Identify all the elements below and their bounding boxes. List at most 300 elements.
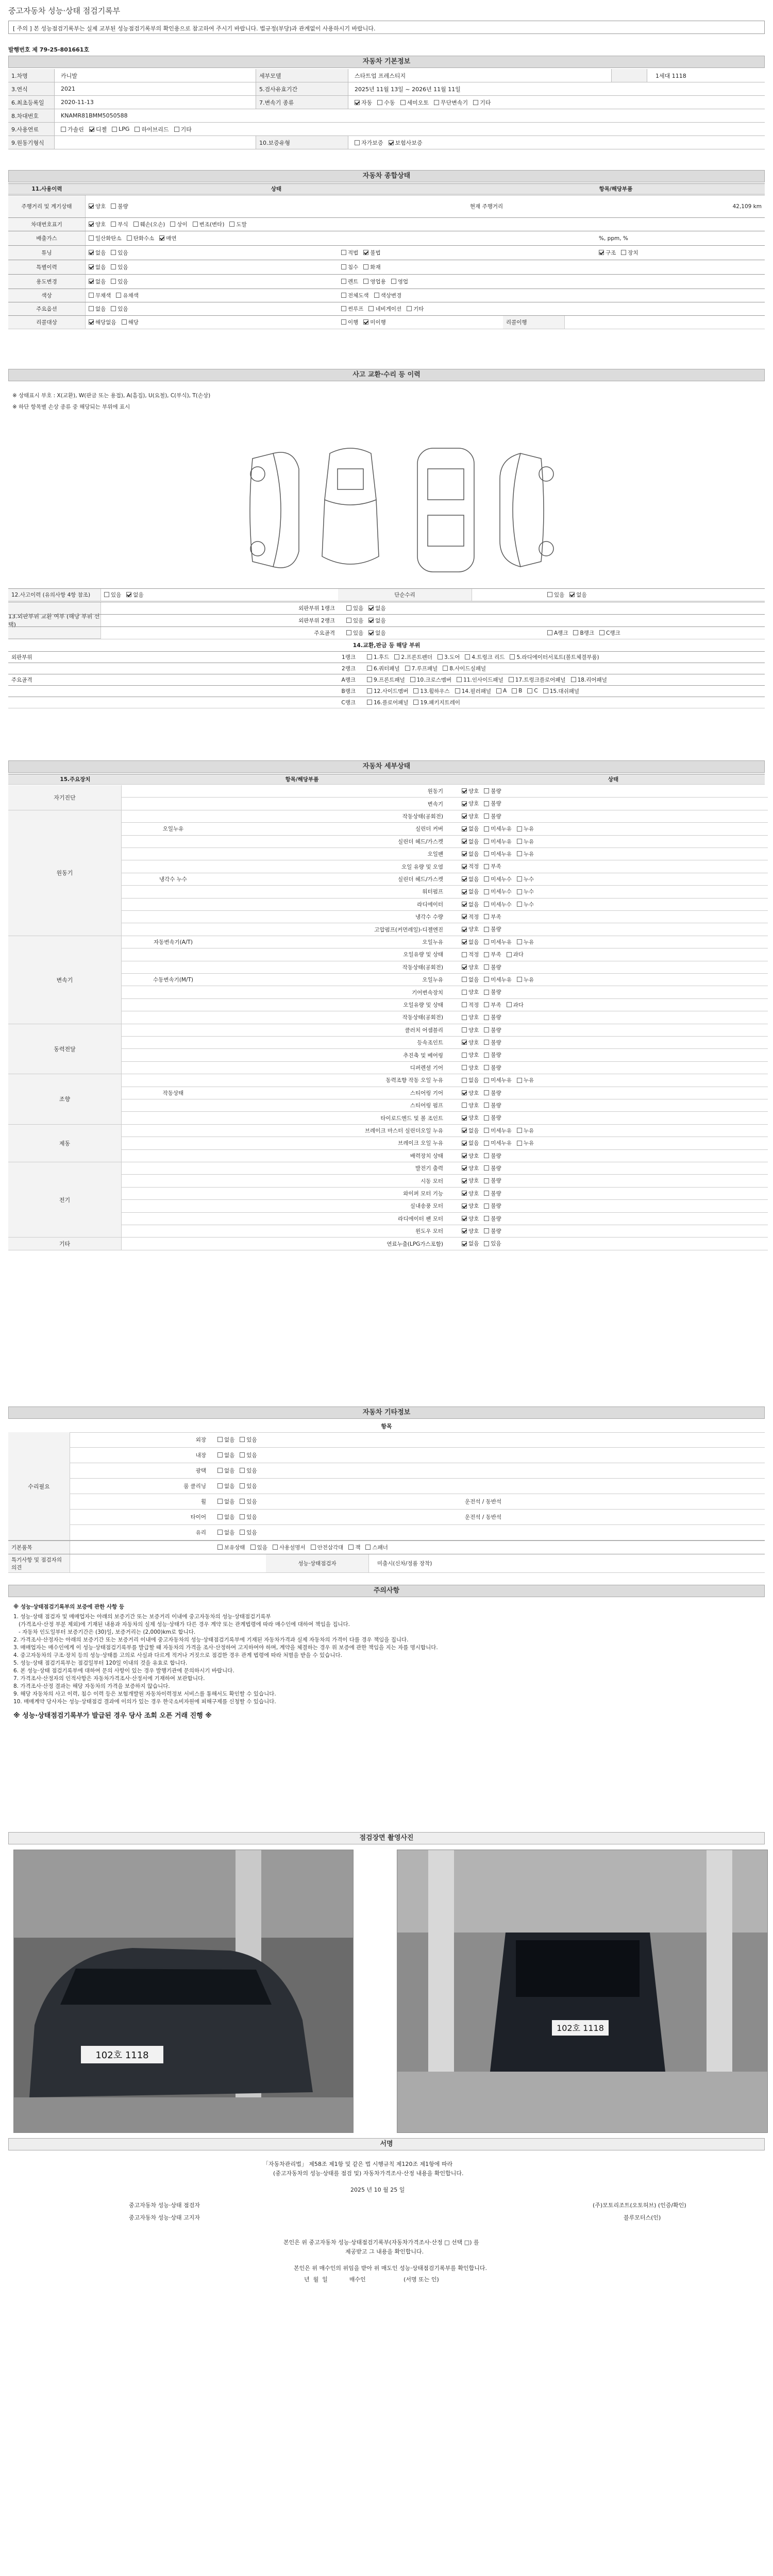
checkbox-option[interactable]: [462, 862, 479, 870]
checkbox-option[interactable]: [517, 875, 534, 883]
checkbox-option[interactable]: [484, 875, 512, 883]
checkbox-box[interactable]: [465, 654, 470, 659]
checkbox-box[interactable]: [355, 140, 360, 145]
checkbox-box[interactable]: [462, 1141, 467, 1146]
checkbox-option[interactable]: [159, 234, 176, 242]
checkbox-option[interactable]: [273, 1544, 306, 1551]
checkbox-option[interactable]: [517, 825, 534, 833]
checkbox-box[interactable]: [484, 851, 489, 856]
checkbox-option[interactable]: [462, 1076, 479, 1084]
checkbox-box[interactable]: [368, 630, 374, 635]
checkbox-option[interactable]: [341, 249, 358, 257]
checkbox-box[interactable]: [170, 222, 175, 227]
checkbox-box[interactable]: [462, 1015, 467, 1020]
checkbox-option[interactable]: [484, 1215, 501, 1223]
checkbox-option[interactable]: [407, 305, 424, 313]
checkbox-box[interactable]: [193, 222, 198, 227]
checkbox-option[interactable]: [517, 1139, 534, 1147]
checkbox-option[interactable]: [400, 98, 429, 107]
checkbox-box[interactable]: [273, 1545, 278, 1550]
checkbox-box[interactable]: [509, 677, 514, 682]
checkbox-option[interactable]: [484, 951, 501, 958]
checkbox-option[interactable]: [462, 1114, 479, 1122]
checkbox-box[interactable]: [457, 677, 462, 682]
checkbox-box[interactable]: [363, 319, 368, 325]
checkbox-box[interactable]: [484, 889, 489, 894]
checkbox-box[interactable]: [374, 293, 379, 298]
checkbox-box[interactable]: [484, 826, 489, 832]
checkbox-box[interactable]: [517, 826, 522, 832]
checkbox-option[interactable]: [599, 629, 620, 637]
checkbox-box[interactable]: [89, 250, 94, 255]
checkbox-box[interactable]: [126, 592, 131, 597]
checkbox-option[interactable]: [462, 988, 479, 996]
checkbox-box[interactable]: [104, 592, 109, 597]
checkbox-box[interactable]: [496, 688, 501, 693]
checkbox-option[interactable]: [462, 976, 479, 984]
checkbox-box[interactable]: [217, 1514, 223, 1519]
checkbox-box[interactable]: [111, 264, 116, 269]
checkbox-option[interactable]: [111, 263, 128, 271]
checkbox-box[interactable]: [484, 1204, 489, 1209]
checkbox-box[interactable]: [517, 939, 522, 944]
checkbox-option[interactable]: [89, 278, 106, 285]
checkbox-box[interactable]: [455, 688, 460, 693]
checkbox-option[interactable]: [507, 951, 524, 958]
checkbox-box[interactable]: [484, 1216, 489, 1221]
checkbox-box[interactable]: [363, 279, 368, 284]
checkbox-option[interactable]: [122, 318, 139, 326]
checkbox-box[interactable]: [484, 952, 489, 957]
checkbox-option[interactable]: [193, 221, 225, 228]
checkbox-box[interactable]: [240, 1468, 245, 1473]
checkbox-box[interactable]: [462, 964, 467, 970]
checkbox-option[interactable]: [462, 800, 479, 807]
checkbox-option[interactable]: [367, 676, 405, 684]
checkbox-option[interactable]: [599, 249, 616, 257]
checkbox-option[interactable]: [621, 249, 638, 257]
checkbox-box[interactable]: [484, 1065, 489, 1070]
checkbox-option[interactable]: [389, 139, 423, 147]
checkbox-option[interactable]: [413, 699, 460, 706]
checkbox-box[interactable]: [462, 788, 467, 793]
checkbox-option[interactable]: [455, 687, 491, 695]
checkbox-box[interactable]: [484, 1141, 489, 1146]
checkbox-option[interactable]: [413, 687, 449, 695]
checkbox-box[interactable]: [346, 630, 351, 635]
checkbox-option[interactable]: [484, 988, 501, 996]
checkbox-box[interactable]: [89, 279, 94, 284]
checkbox-option[interactable]: [462, 1240, 479, 1247]
checkbox-option[interactable]: [462, 938, 479, 946]
checkbox-box[interactable]: [547, 592, 552, 597]
checkbox-box[interactable]: [599, 630, 604, 635]
checkbox-box[interactable]: [543, 688, 548, 693]
checkbox-option[interactable]: [174, 125, 192, 133]
checkbox-option[interactable]: [217, 1513, 234, 1521]
checkbox-option[interactable]: [89, 305, 106, 313]
checkbox-box[interactable]: [363, 264, 368, 269]
checkbox-option[interactable]: [363, 263, 380, 271]
checkbox-option[interactable]: [240, 1467, 257, 1475]
checkbox-box[interactable]: [400, 100, 406, 105]
checkbox-box[interactable]: [462, 914, 467, 919]
checkbox-option[interactable]: [346, 617, 363, 624]
checkbox-option[interactable]: [111, 202, 128, 210]
checkbox-option[interactable]: [89, 318, 116, 326]
checkbox-option[interactable]: [462, 1026, 479, 1034]
checkbox-box[interactable]: [133, 222, 139, 227]
checkbox-box[interactable]: [517, 876, 522, 882]
checkbox-box[interactable]: [484, 1191, 489, 1196]
checkbox-box[interactable]: [484, 990, 489, 995]
checkbox-option[interactable]: [170, 221, 187, 228]
checkbox-option[interactable]: [89, 202, 106, 210]
checkbox-box[interactable]: [462, 927, 467, 932]
checkbox-option[interactable]: [341, 292, 369, 299]
checkbox-box[interactable]: [484, 927, 489, 932]
checkbox-option[interactable]: [462, 1039, 479, 1046]
checkbox-box[interactable]: [367, 666, 372, 671]
checkbox-box[interactable]: [527, 688, 532, 693]
checkbox-box[interactable]: [462, 1191, 467, 1196]
checkbox-box[interactable]: [413, 700, 418, 705]
checkbox-option[interactable]: [217, 1529, 234, 1536]
checkbox-option[interactable]: [484, 850, 512, 858]
checkbox-box[interactable]: [462, 1078, 467, 1083]
checkbox-box[interactable]: [462, 1228, 467, 1233]
checkbox-box[interactable]: [341, 306, 346, 311]
checkbox-option[interactable]: [462, 850, 479, 858]
checkbox-option[interactable]: [517, 1076, 534, 1084]
checkbox-option[interactable]: [462, 1152, 479, 1160]
checkbox-box[interactable]: [346, 605, 351, 611]
checkbox-option[interactable]: [496, 688, 507, 694]
checkbox-box[interactable]: [111, 222, 116, 227]
checkbox-option[interactable]: [569, 591, 586, 599]
checkbox-box[interactable]: [484, 1128, 489, 1133]
checkbox-box[interactable]: [462, 876, 467, 882]
checkbox-option[interactable]: [250, 1544, 267, 1551]
checkbox-box[interactable]: [367, 677, 372, 682]
checkbox-box[interactable]: [462, 902, 467, 907]
checkbox-box[interactable]: [112, 127, 117, 132]
checkbox-option[interactable]: [346, 604, 363, 612]
checkbox-box[interactable]: [89, 306, 94, 311]
checkbox-option[interactable]: [355, 139, 383, 147]
checkbox-box[interactable]: [405, 666, 410, 671]
checkbox-box[interactable]: [217, 1437, 223, 1442]
checkbox-option[interactable]: [367, 665, 400, 672]
checkbox-option[interactable]: [484, 1190, 501, 1197]
checkbox-option[interactable]: [368, 305, 401, 313]
checkbox-option[interactable]: [410, 676, 451, 684]
checkbox-option[interactable]: [517, 888, 534, 895]
checkbox-option[interactable]: [484, 963, 501, 971]
checkbox-box[interactable]: [573, 630, 578, 635]
checkbox-option[interactable]: [365, 1544, 388, 1551]
checkbox-option[interactable]: [229, 221, 246, 228]
checkbox-box[interactable]: [240, 1452, 245, 1458]
checkbox-box[interactable]: [462, 1040, 467, 1045]
checkbox-option[interactable]: [462, 1139, 479, 1147]
checkbox-box[interactable]: [341, 264, 346, 269]
checkbox-option[interactable]: [217, 1451, 234, 1459]
checkbox-option[interactable]: [462, 1051, 479, 1059]
checkbox-box[interactable]: [462, 1027, 467, 1032]
checkbox-box[interactable]: [462, 1216, 467, 1221]
checkbox-box[interactable]: [462, 1153, 467, 1158]
checkbox-option[interactable]: [363, 249, 380, 257]
checkbox-option[interactable]: [367, 653, 389, 661]
checkbox-option[interactable]: [484, 1013, 501, 1021]
checkbox-option[interactable]: [240, 1436, 257, 1444]
checkbox-option[interactable]: [517, 850, 534, 858]
checkbox-box[interactable]: [377, 100, 382, 105]
checkbox-box[interactable]: [484, 814, 489, 819]
checkbox-box[interactable]: [111, 250, 116, 255]
checkbox-box[interactable]: [89, 222, 94, 227]
checkbox-option[interactable]: [240, 1498, 257, 1505]
checkbox-box[interactable]: [407, 306, 412, 311]
checkbox-option[interactable]: [462, 875, 479, 883]
checkbox-option[interactable]: [368, 604, 385, 612]
checkbox-option[interactable]: [484, 1164, 501, 1172]
checkbox-option[interactable]: [512, 688, 522, 694]
checkbox-box[interactable]: [507, 952, 512, 957]
checkbox-box[interactable]: [462, 1204, 467, 1209]
checkbox-box[interactable]: [462, 1241, 467, 1246]
checkbox-option[interactable]: [462, 901, 479, 908]
checkbox-option[interactable]: [457, 676, 503, 684]
checkbox-option[interactable]: [462, 825, 479, 833]
checkbox-box[interactable]: [89, 264, 94, 269]
checkbox-box[interactable]: [367, 688, 372, 693]
checkbox-box[interactable]: [159, 235, 164, 241]
checkbox-option[interactable]: [133, 221, 165, 228]
checkbox-option[interactable]: [89, 221, 106, 228]
checkbox-option[interactable]: [484, 1089, 501, 1097]
checkbox-option[interactable]: [484, 1039, 501, 1046]
checkbox-box[interactable]: [367, 654, 372, 659]
checkbox-box[interactable]: [517, 902, 522, 907]
checkbox-option[interactable]: [217, 1467, 234, 1475]
checkbox-option[interactable]: [484, 1064, 501, 1072]
checkbox-box[interactable]: [217, 1545, 223, 1550]
checkbox-box[interactable]: [462, 864, 467, 869]
checkbox-option[interactable]: [462, 963, 479, 971]
checkbox-box[interactable]: [462, 1115, 467, 1121]
checkbox-box[interactable]: [517, 1128, 522, 1133]
checkbox-box[interactable]: [341, 250, 346, 255]
checkbox-box[interactable]: [462, 801, 467, 806]
checkbox-box[interactable]: [517, 889, 522, 894]
checkbox-option[interactable]: [363, 318, 385, 326]
checkbox-box[interactable]: [569, 592, 575, 597]
checkbox-option[interactable]: [543, 687, 579, 695]
checkbox-option[interactable]: [484, 901, 512, 908]
checkbox-box[interactable]: [484, 1040, 489, 1045]
checkbox-option[interactable]: [484, 1227, 501, 1235]
checkbox-option[interactable]: [104, 591, 121, 599]
checkbox-box[interactable]: [462, 814, 467, 819]
checkbox-option[interactable]: [434, 98, 468, 107]
checkbox-option[interactable]: [547, 591, 564, 599]
checkbox-option[interactable]: [484, 913, 501, 921]
checkbox-box[interactable]: [462, 851, 467, 856]
checkbox-option[interactable]: [391, 278, 408, 285]
checkbox-box[interactable]: [571, 677, 576, 682]
checkbox-option[interactable]: [510, 653, 599, 661]
checkbox-option[interactable]: [116, 292, 138, 299]
checkbox-option[interactable]: [394, 653, 432, 661]
checkbox-box[interactable]: [217, 1468, 223, 1473]
checkbox-box[interactable]: [111, 279, 116, 284]
checkbox-option[interactable]: [341, 278, 358, 285]
checkbox-box[interactable]: [462, 939, 467, 944]
checkbox-box[interactable]: [484, 788, 489, 793]
checkbox-option[interactable]: [484, 1177, 501, 1184]
checkbox-box[interactable]: [462, 1103, 467, 1108]
checkbox-option[interactable]: [484, 812, 501, 820]
checkbox-box[interactable]: [410, 677, 415, 682]
checkbox-option[interactable]: [89, 249, 106, 257]
checkbox-box[interactable]: [517, 977, 522, 982]
checkbox-option[interactable]: [484, 787, 501, 795]
checkbox-option[interactable]: [462, 1190, 479, 1197]
checkbox-box[interactable]: [517, 851, 522, 856]
checkbox-option[interactable]: [462, 951, 479, 958]
checkbox-option[interactable]: [462, 787, 479, 795]
checkbox-box[interactable]: [484, 977, 489, 982]
checkbox-box[interactable]: [89, 293, 94, 298]
checkbox-option[interactable]: [89, 292, 111, 299]
checkbox-box[interactable]: [484, 1115, 489, 1121]
checkbox-box[interactable]: [621, 250, 626, 255]
checkbox-box[interactable]: [484, 1228, 489, 1233]
checkbox-option[interactable]: [509, 676, 566, 684]
checkbox-box[interactable]: [240, 1437, 245, 1442]
checkbox-option[interactable]: [484, 825, 512, 833]
checkbox-option[interactable]: [363, 278, 385, 285]
checkbox-option[interactable]: [484, 1026, 501, 1034]
checkbox-option[interactable]: [484, 1127, 512, 1134]
checkbox-option[interactable]: [484, 1202, 501, 1210]
checkbox-box[interactable]: [462, 1053, 467, 1058]
checkbox-box[interactable]: [599, 250, 604, 255]
checkbox-option[interactable]: [377, 98, 395, 107]
checkbox-option[interactable]: [462, 838, 479, 845]
checkbox-option[interactable]: [462, 812, 479, 820]
checkbox-box[interactable]: [250, 1545, 256, 1550]
checkbox-option[interactable]: [462, 1013, 479, 1021]
checkbox-box[interactable]: [229, 222, 234, 227]
checkbox-box[interactable]: [89, 235, 94, 241]
checkbox-box[interactable]: [217, 1452, 223, 1458]
checkbox-option[interactable]: [135, 125, 169, 133]
checkbox-option[interactable]: [111, 249, 128, 257]
checkbox-option[interactable]: [217, 1498, 234, 1505]
checkbox-option[interactable]: [443, 665, 486, 672]
checkbox-option[interactable]: [484, 1139, 512, 1147]
checkbox-box[interactable]: [462, 826, 467, 832]
checkbox-box[interactable]: [517, 839, 522, 844]
checkbox-option[interactable]: [341, 305, 363, 313]
checkbox-option[interactable]: [126, 591, 143, 599]
checkbox-option[interactable]: [217, 1436, 234, 1444]
checkbox-box[interactable]: [365, 1545, 371, 1550]
checkbox-option[interactable]: [465, 653, 505, 661]
checkbox-box[interactable]: [484, 914, 489, 919]
checkbox-box[interactable]: [484, 1078, 489, 1083]
checkbox-box[interactable]: [89, 204, 94, 209]
checkbox-option[interactable]: [112, 126, 129, 132]
checkbox-option[interactable]: [462, 1227, 479, 1235]
checkbox-box[interactable]: [484, 1178, 489, 1183]
checkbox-option[interactable]: [111, 278, 128, 285]
checkbox-option[interactable]: [527, 688, 537, 694]
checkbox-option[interactable]: [368, 617, 385, 624]
checkbox-box[interactable]: [367, 700, 372, 705]
checkbox-box[interactable]: [122, 319, 127, 325]
checkbox-box[interactable]: [341, 279, 346, 284]
checkbox-box[interactable]: [462, 977, 467, 982]
checkbox-box[interactable]: [434, 100, 439, 105]
checkbox-box[interactable]: [368, 306, 374, 311]
checkbox-option[interactable]: [462, 913, 479, 921]
checkbox-option[interactable]: [484, 925, 501, 933]
checkbox-box[interactable]: [391, 279, 396, 284]
checkbox-option[interactable]: [547, 629, 568, 637]
checkbox-box[interactable]: [217, 1530, 223, 1535]
checkbox-box[interactable]: [389, 140, 394, 145]
checkbox-box[interactable]: [127, 235, 132, 241]
checkbox-box[interactable]: [341, 319, 346, 325]
checkbox-option[interactable]: [462, 1064, 479, 1072]
checkbox-option[interactable]: [240, 1529, 257, 1536]
checkbox-box[interactable]: [484, 1090, 489, 1095]
checkbox-box[interactable]: [484, 876, 489, 882]
checkbox-box[interactable]: [348, 1545, 354, 1550]
checkbox-option[interactable]: [462, 1089, 479, 1097]
checkbox-option[interactable]: [484, 1001, 501, 1009]
checkbox-option[interactable]: [61, 125, 84, 133]
checkbox-box[interactable]: [512, 688, 517, 693]
checkbox-box[interactable]: [462, 952, 467, 957]
checkbox-box[interactable]: [507, 1002, 512, 1007]
checkbox-option[interactable]: [111, 305, 128, 313]
checkbox-box[interactable]: [484, 864, 489, 869]
checkbox-option[interactable]: [517, 976, 534, 984]
checkbox-box[interactable]: [462, 1128, 467, 1133]
checkbox-option[interactable]: [89, 263, 106, 271]
checkbox-option[interactable]: [462, 1101, 479, 1109]
checkbox-box[interactable]: [363, 250, 368, 255]
checkbox-option[interactable]: [484, 1152, 501, 1160]
checkbox-box[interactable]: [517, 1141, 522, 1146]
checkbox-option[interactable]: [367, 687, 408, 695]
checkbox-box[interactable]: [484, 801, 489, 806]
checkbox-box[interactable]: [484, 1015, 489, 1020]
checkbox-option[interactable]: [517, 901, 534, 908]
checkbox-box[interactable]: [484, 1165, 489, 1171]
checkbox-option[interactable]: [484, 1114, 501, 1122]
checkbox-box[interactable]: [462, 1065, 467, 1070]
checkbox-box[interactable]: [484, 1053, 489, 1058]
checkbox-box[interactable]: [61, 127, 66, 132]
checkbox-box[interactable]: [89, 127, 94, 132]
checkbox-box[interactable]: [462, 889, 467, 894]
